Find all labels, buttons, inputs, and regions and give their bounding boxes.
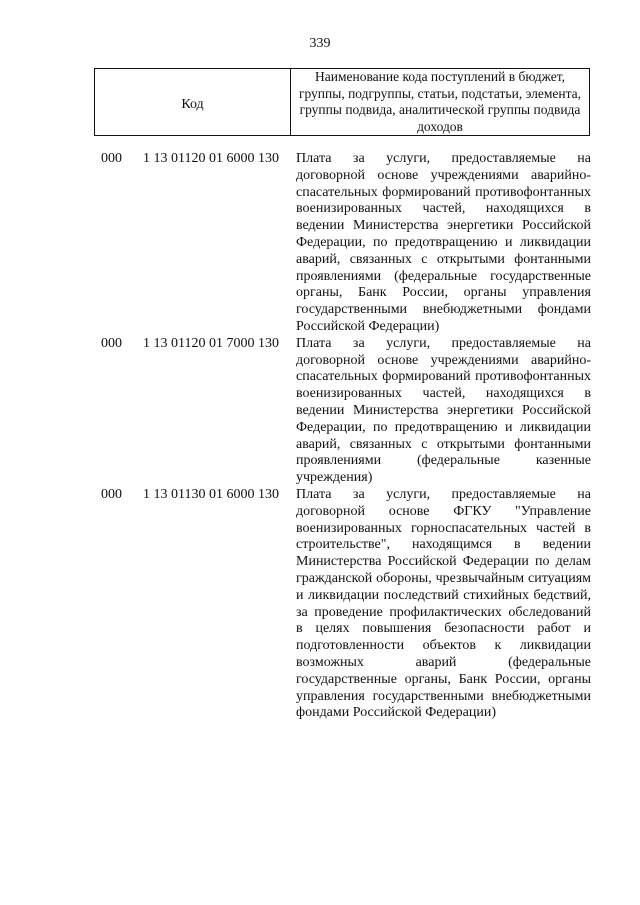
header-code-column: Код: [95, 69, 291, 135]
revenue-code-list: [101, 151, 591, 722]
revenue-description: Плата за услуги, предоставляемые на договорной основе учреждениями аварийно-спасательных формирований противофонтанных военизированных частей, находящихся в ведении Министерства энергетики Российской Федерации, по предотвращению и ликвидации аварий, связанных с открытыми фонтанными проявлениями (федеральные государственные органы, Банк России, органы управления государственными внебюджетными фондами Российской Федерации): [296, 151, 591, 334]
revenue-description: Плата за услуги, предоставляемые на договорной основе ФГКУ "Управление военизированных горноспасательных частей в строительстве", находящимся в ведении Министерства Российской Федерации по делам гражданской обороны, чрезвычайным ситуациям и ликвидации последствий стихийных бедствий, за проведение профилактических обследований в целях повышения безопасности работ и подготовленности объектов к ликвидации возможных аварий (федеральные государственные органы, Банк России, органы управления государственными внебюджетными фондами Российской Федерации): [296, 486, 591, 721]
admin-code: 000: [101, 151, 122, 166]
table-row: [101, 336, 591, 487]
revenue-code: 1 13 01130 01 6000 130: [143, 486, 279, 502]
revenue-code: 1 13 01120 01 7000 130: [143, 335, 279, 351]
admin-code: 000: [101, 335, 122, 351]
table-row: [101, 151, 591, 336]
page-number: 339: [309, 36, 331, 51]
revenue-code: 1 13 01120 01 6000 130: [143, 151, 279, 166]
table-row: [101, 487, 591, 722]
admin-code: 000: [101, 486, 122, 502]
table-header: [94, 68, 590, 136]
header-name-column: Наименование кода поступлений в бюджет, группы, подгруппы, статьи, подстатьи, элемента, группы подвида, аналитической группы подвида доходов: [298, 69, 582, 134]
revenue-description: Плата за услуги, предоставляемые на договорной основе учреждениями аварийно-спасательных формирований противофонтанных военизированных частей, находящихся в ведении Министерства энергетики Российской Федерации, по предотвращению и ликвидации аварий, связанных с открытыми фонтанными проявлениями (федеральные казенные учреждения): [296, 335, 591, 486]
